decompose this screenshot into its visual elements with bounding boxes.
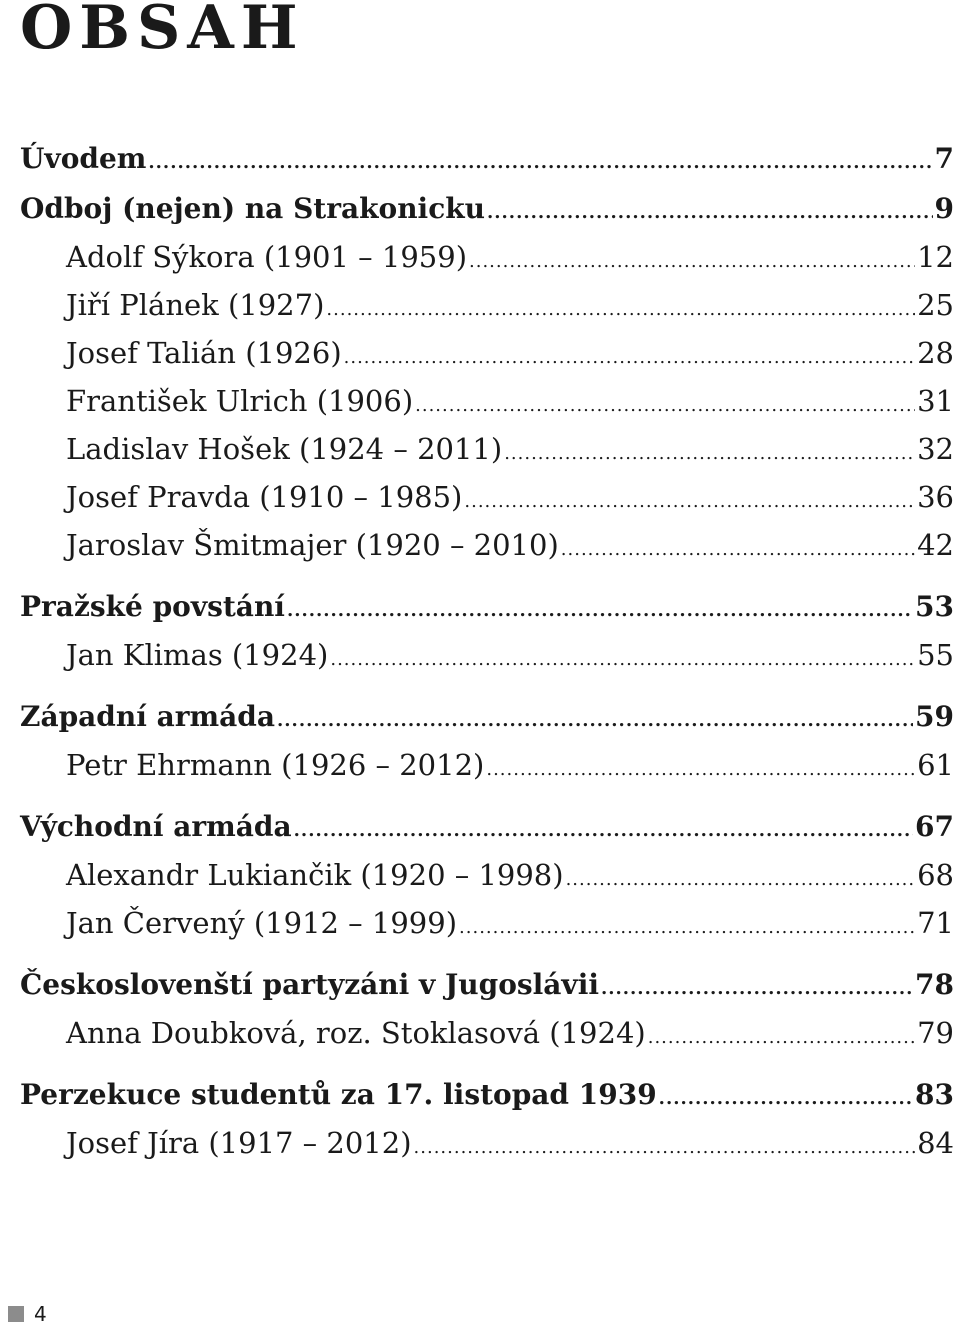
dot-leader	[648, 1016, 915, 1050]
dot-leader	[464, 480, 915, 514]
dot-leader	[287, 590, 913, 623]
toc-entry-page: 71	[917, 906, 954, 940]
toc-entry-title: Jiří Plánek (1927)	[66, 288, 325, 322]
toc-entry-title: Západní armáda	[20, 700, 276, 733]
toc-entry-page: 31	[917, 384, 954, 418]
toc-entry-page: 36	[917, 480, 954, 514]
toc-entry-zapadni-armada[interactable]	[20, 700, 954, 733]
dot-leader	[148, 142, 932, 175]
dot-leader	[415, 384, 915, 418]
toc-entry-title: František Ulrich (1906)	[66, 384, 414, 418]
toc-entry-pravda[interactable]	[66, 480, 954, 514]
toc-entry-page: 12	[917, 240, 954, 274]
toc-entry-uvodem[interactable]	[20, 142, 954, 175]
toc-entry-title: Josef Pravda (1910 – 1985)	[66, 480, 463, 514]
toc-entry-cerveny[interactable]	[66, 906, 954, 940]
toc-entry-odboj[interactable]	[20, 192, 954, 225]
toc-entry-title: Perzekuce studentů za 17. listopad 1939	[20, 1078, 657, 1111]
toc-entry-page: 32	[917, 432, 954, 466]
gray-square-icon	[8, 1306, 24, 1322]
toc-entry-title: Ladislav Hošek (1924 – 2011)	[66, 432, 503, 466]
dot-leader	[294, 810, 913, 843]
toc-entry-klimas[interactable]	[66, 638, 954, 672]
dot-leader	[561, 528, 915, 562]
dot-leader	[277, 700, 913, 733]
toc-entry-title: Pražské povstání	[20, 590, 285, 623]
dot-leader	[330, 638, 915, 672]
toc-entry-page: 9	[934, 192, 954, 225]
toc-entry-lukiancik[interactable]	[66, 858, 954, 892]
toc-entry-page: 61	[917, 748, 954, 782]
toc-entry-title: Adolf Sýkora (1901 – 1959)	[66, 240, 468, 274]
toc-entry-title: Úvodem	[20, 142, 147, 175]
dot-leader	[326, 288, 915, 322]
dot-leader	[504, 432, 915, 466]
toc-entry-planek[interactable]	[66, 288, 954, 322]
toc-entry-page: 68	[917, 858, 954, 892]
toc-entry-ulrich[interactable]	[66, 384, 954, 418]
toc-entry-page: 79	[917, 1016, 954, 1050]
toc-entry-sykora[interactable]	[66, 240, 954, 274]
toc-entry-page: 53	[915, 590, 954, 623]
toc-entry-jira[interactable]	[66, 1126, 954, 1160]
dot-leader	[469, 240, 915, 274]
toc-entry-title: Jan Červený (1912 – 1999)	[66, 906, 458, 940]
page-number: 4	[34, 1302, 47, 1326]
toc-entry-title: Jan Klimas (1924)	[66, 638, 329, 672]
toc-entry-prazske-povstani[interactable]	[20, 590, 954, 623]
toc-entry-page: 28	[917, 336, 954, 370]
toc-entry-page: 67	[915, 810, 954, 843]
toc-entry-partyzani[interactable]	[20, 968, 954, 1001]
toc-entry-hosek[interactable]	[66, 432, 954, 466]
toc-entry-title: Východní armáda	[20, 810, 292, 843]
toc-entry-page: 25	[917, 288, 954, 322]
toc-entry-doubkova[interactable]	[66, 1016, 954, 1050]
toc-entry-page: 55	[917, 638, 954, 672]
toc-entry-title: Josef Jíra (1917 – 2012)	[66, 1126, 412, 1160]
toc-entry-page: 78	[915, 968, 954, 1001]
toc-entry-talian[interactable]	[66, 336, 954, 370]
toc-entry-smitmajer[interactable]	[66, 528, 954, 562]
dot-leader	[601, 968, 913, 1001]
dot-leader	[486, 748, 915, 782]
toc-entry-title: Petr Ehrmann (1926 – 2012)	[66, 748, 485, 782]
dot-leader	[459, 906, 915, 940]
page-title: OBSAH	[20, 0, 305, 63]
toc-entry-title: Odboj (nejen) na Strakonicku	[20, 192, 485, 225]
toc-entry-page: 84	[917, 1126, 954, 1160]
toc-entry-title: Alexandr Lukiančik (1920 – 1998)	[66, 858, 564, 892]
toc-entry-ehrmann[interactable]	[66, 748, 954, 782]
toc-entry-title: Jaroslav Šmitmajer (1920 – 2010)	[66, 528, 559, 562]
dot-leader	[659, 1078, 913, 1111]
toc-entry-title: Anna Doubková, roz. Stoklasová (1924)	[66, 1016, 646, 1050]
toc-entry-page: 42	[917, 528, 954, 562]
dot-leader	[566, 858, 916, 892]
toc-entry-perzekuce[interactable]	[20, 1078, 954, 1111]
toc-entry-page: 59	[915, 700, 954, 733]
page-footer	[8, 1302, 47, 1326]
toc-entry-page: 83	[915, 1078, 954, 1111]
toc-entry-title: Českoslovenští partyzáni v Jugoslávii	[20, 968, 599, 1001]
dot-leader	[487, 192, 933, 225]
dot-leader	[414, 1126, 916, 1160]
toc-entry-title: Josef Talián (1926)	[66, 336, 342, 370]
dot-leader	[344, 336, 915, 370]
toc-entry-page: 7	[934, 142, 954, 175]
toc-entry-vychodni-armada[interactable]	[20, 810, 954, 843]
